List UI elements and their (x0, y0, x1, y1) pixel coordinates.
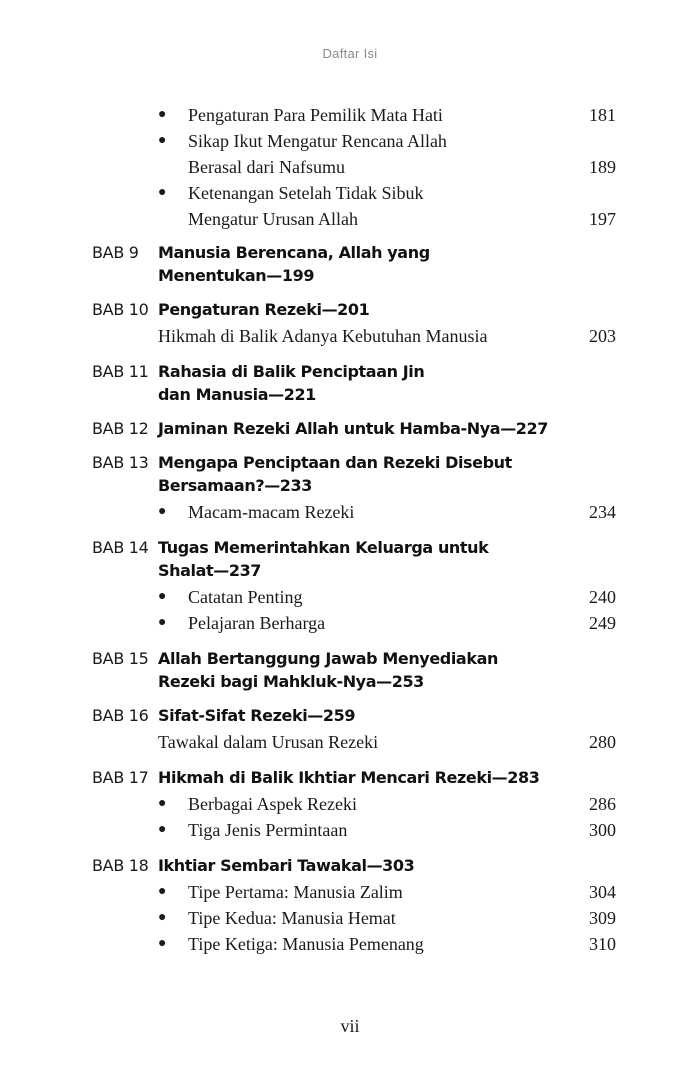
section-list (92, 499, 616, 525)
chapter-number: BAB 12 (92, 419, 149, 438)
bullet-icon: ● (158, 822, 167, 837)
entry-title: Pengaturan Para Pemilik Mata Hati (188, 105, 443, 125)
entry-title: Tipe Kedua: Manusia Hemat (188, 908, 396, 928)
chapter-title: Pengaturan Rezeki—201 (158, 300, 370, 319)
entry-page-number: 203 (589, 326, 616, 346)
toc-chapter (92, 360, 616, 406)
section-list (92, 102, 616, 232)
entry-title: Berbagai Aspek Rezeki (188, 794, 357, 814)
entry-title: Catatan Penting (188, 587, 303, 607)
bullet-icon: ● (158, 910, 167, 925)
chapter-heading[interactable] (92, 536, 616, 582)
toc-entry[interactable] (92, 791, 616, 817)
chapter-number: BAB 11 (92, 362, 149, 381)
chapter-number: BAB 10 (92, 300, 149, 319)
chapter-title: Manusia Berencana, Allah yang Menentukan—199 (158, 243, 430, 285)
section-list (92, 791, 616, 843)
entry-page-number: 286 (589, 794, 616, 814)
entry-title: Macam-macam Rezeki (188, 502, 355, 522)
chapter-title: Sifat-Sifat Rezeki—259 (158, 706, 356, 725)
bullet-icon: ● (158, 796, 167, 811)
section-list (92, 323, 616, 349)
entry-page-number: 309 (589, 908, 616, 928)
toc-entry[interactable] (92, 584, 616, 610)
entry-title: Pelajaran Berharga (188, 613, 326, 633)
entry-page-number: 300 (589, 820, 616, 840)
toc-chapter (92, 536, 616, 636)
bullet-icon: ● (158, 185, 167, 200)
chapter-title: Rahasia di Balik Penciptaan Jin dan Manusia—221 (158, 362, 425, 404)
section-list (92, 879, 616, 957)
chapter-number: BAB 16 (92, 706, 149, 725)
chapter-number: BAB 17 (92, 768, 149, 787)
entry-page-number: 310 (589, 934, 616, 954)
chapter-title: Allah Bertanggung Jawab Menyediakan Rezeki bagi Mahkluk-Nya—253 (158, 649, 498, 691)
chapter-number: BAB 14 (92, 538, 149, 557)
chapter-heading[interactable] (92, 647, 616, 693)
toc-entry[interactable] (92, 610, 616, 636)
toc-chapter (92, 451, 616, 525)
toc-entry[interactable] (92, 931, 616, 957)
bullet-icon: ● (158, 589, 167, 604)
table-of-contents (92, 102, 616, 968)
chapter-heading[interactable] (92, 298, 616, 321)
section-list (92, 584, 616, 636)
entry-page-number: 240 (589, 587, 616, 607)
toc-chapter (92, 704, 616, 755)
toc-chapter (92, 102, 616, 232)
bullet-icon: ● (158, 504, 167, 519)
chapter-heading[interactable] (92, 854, 616, 877)
entry-page-number: 197 (589, 209, 616, 229)
entry-title: Sikap Ikut Mengatur Rencana Allah Berasal dari Nafsumu (188, 131, 447, 177)
entry-page-number: 234 (589, 502, 616, 522)
entry-title: Tiga Jenis Permintaan (188, 820, 348, 840)
chapter-heading[interactable] (92, 704, 616, 727)
bullet-icon: ● (158, 133, 167, 148)
toc-entry[interactable] (92, 499, 616, 525)
entry-page-number: 249 (589, 613, 616, 633)
chapter-heading[interactable] (92, 766, 616, 789)
toc-entry[interactable] (92, 180, 616, 232)
chapter-title: Hikmah di Balik Ikhtiar Mencari Rezeki—283 (158, 768, 540, 787)
toc-entry[interactable] (92, 879, 616, 905)
toc-entry[interactable] (92, 128, 616, 180)
toc-chapter (92, 298, 616, 349)
running-head: Daftar Isi (322, 46, 378, 61)
entry-page-number: 189 (589, 157, 616, 177)
chapter-heading[interactable] (92, 417, 616, 440)
chapter-number: BAB 15 (92, 649, 149, 668)
entry-title: Tawakal dalam Urusan Rezeki (158, 732, 379, 752)
toc-chapter (92, 241, 616, 287)
chapter-heading[interactable] (92, 360, 616, 406)
toc-entry[interactable] (92, 102, 616, 128)
toc-chapter (92, 417, 616, 440)
chapter-number: BAB 18 (92, 856, 149, 875)
chapter-title: Ikhtiar Sembari Tawakal—303 (158, 856, 415, 875)
entry-title: Ketenangan Setelah Tidak Sibuk Mengatur Urusan Allah (188, 183, 424, 229)
entry-page-number: 181 (589, 105, 616, 125)
toc-entry[interactable] (92, 817, 616, 843)
chapter-heading[interactable] (92, 241, 616, 287)
entry-page-number: 280 (589, 732, 616, 752)
bullet-icon: ● (158, 107, 167, 122)
entry-page-number: 304 (589, 882, 616, 902)
chapter-heading[interactable] (92, 451, 616, 497)
toc-chapter (92, 766, 616, 843)
chapter-number: BAB 13 (92, 453, 149, 472)
entry-title: Tipe Pertama: Manusia Zalim (188, 882, 403, 902)
bullet-icon: ● (158, 884, 167, 899)
toc-chapter (92, 854, 616, 957)
bullet-icon: ● (158, 615, 167, 630)
chapter-number: BAB 9 (92, 243, 139, 262)
bullet-icon: ● (158, 936, 167, 951)
chapter-title: Jaminan Rezeki Allah untuk Hamba-Nya—227 (158, 419, 548, 438)
toc-entry[interactable] (92, 729, 616, 755)
page-number: vii (340, 1016, 360, 1036)
chapter-title: Tugas Memerintahkan Keluarga untuk Shalat—237 (158, 538, 489, 580)
entry-title: Hikmah di Balik Adanya Kebutuhan Manusia (158, 326, 488, 346)
chapter-title: Mengapa Penciptaan dan Rezeki Disebut Bersamaan?—233 (158, 453, 512, 495)
toc-entry[interactable] (92, 905, 616, 931)
toc-entry[interactable] (92, 323, 616, 349)
section-list (92, 729, 616, 755)
toc-chapter (92, 647, 616, 693)
entry-title: Tipe Ketiga: Manusia Pemenang (188, 934, 424, 954)
